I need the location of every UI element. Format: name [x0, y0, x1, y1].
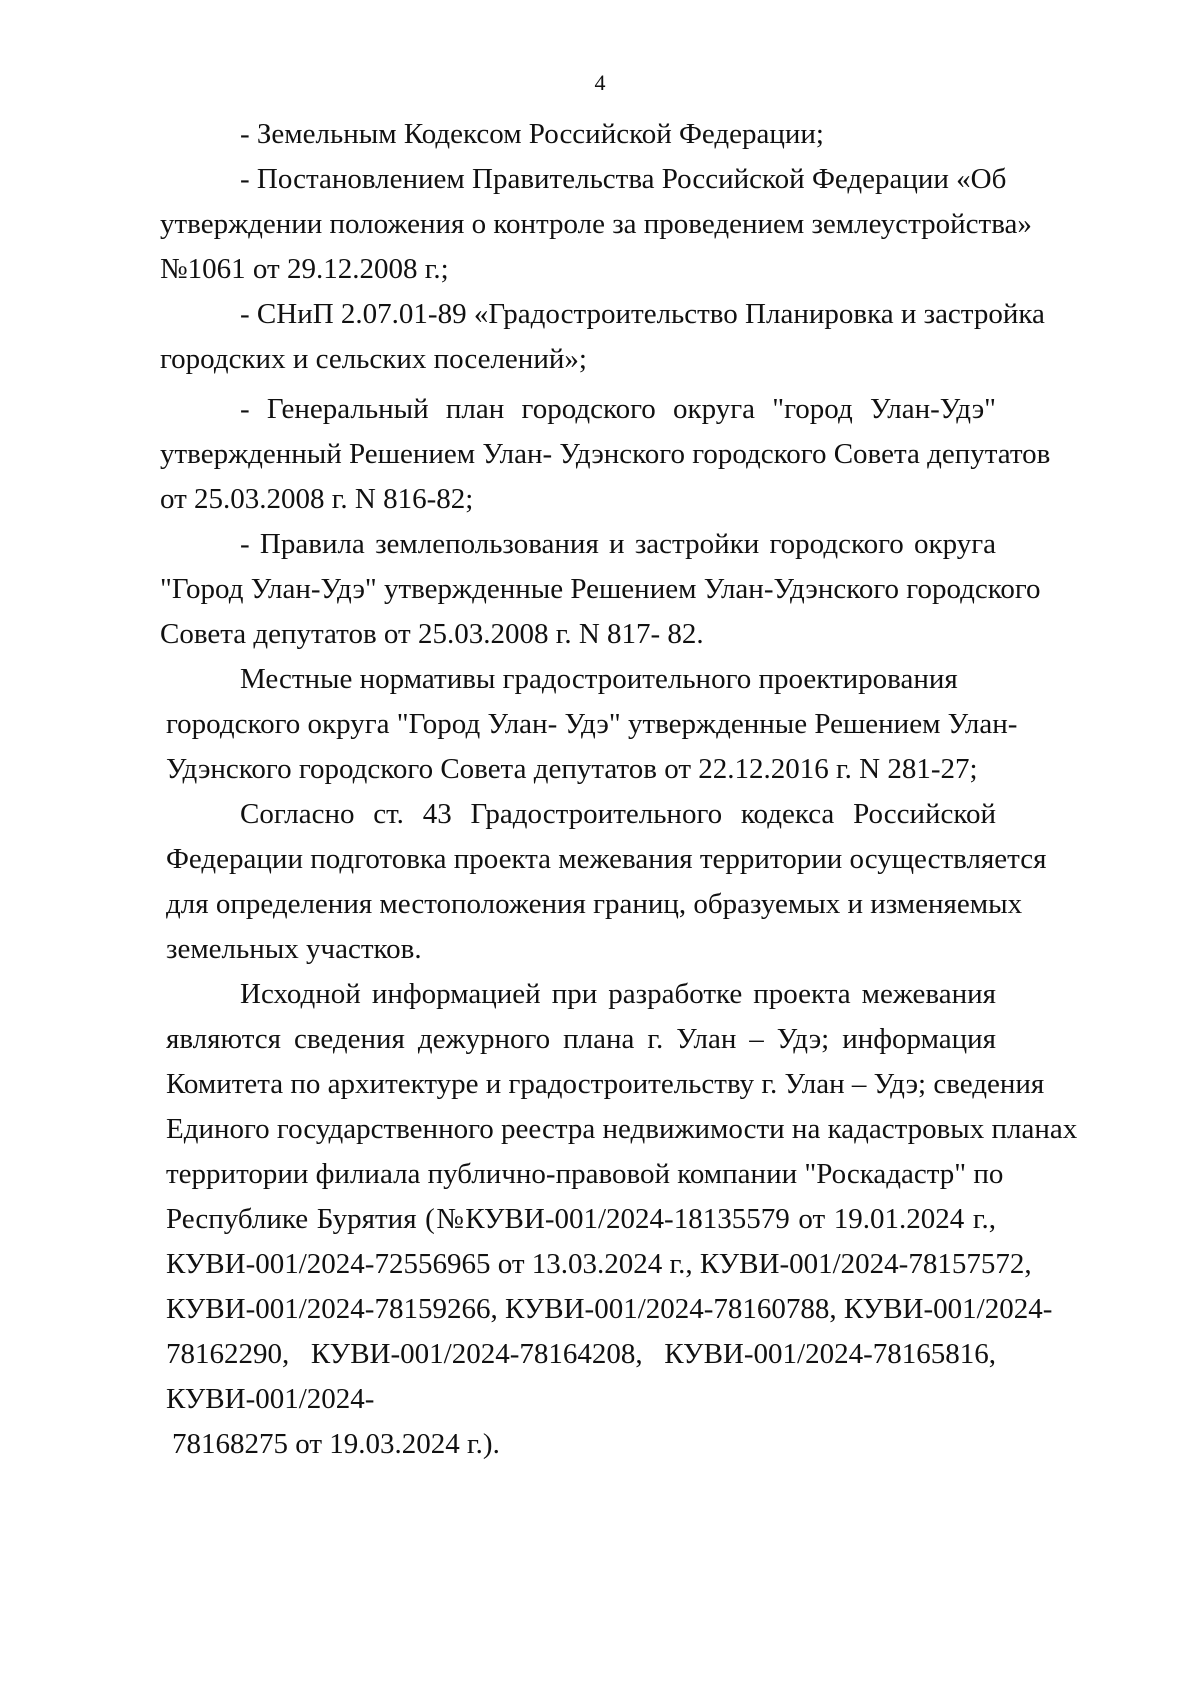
source-info-line-1: Исходной информацией при разработке проекта межевания — [240, 978, 996, 1010]
source-info-line-7: КУВИ-001/2024-72556965 от 13.03.2024 г., КУВИ-001/2024-78157572, — [166, 1248, 1032, 1280]
list-item-postanovlenie-line-1: - Постановлением Правительства Российской Федерации «Об — [240, 163, 1007, 195]
list-item-pravila-line-1: - Правила землепользования и застройки городского округа — [240, 528, 996, 560]
source-info-line-3: Комитета по архитектуре и градостроительству г. Улан – Удэ; сведения — [166, 1068, 1045, 1100]
list-item-postanovlenie-line-3: №1061 от 29.12.2008 г.; — [160, 253, 449, 285]
list-item-snip-line-2: городских и сельских поселений»; — [160, 343, 587, 375]
source-info-line-6: Республике Бурятия (№КУВИ-001/2024-18135579 от 19.01.2024 г., — [166, 1203, 996, 1235]
list-item-pravila-line-2: "Город Улан-Удэ" утвержденные Решением Улан-Удэнского городского — [160, 573, 1041, 605]
list-item-snip-line-1: - СНиП 2.07.01-89 «Градостроительство Планировка и застройка — [240, 298, 1045, 330]
list-item-pravila-line-3: Совета депутатов от 25.03.2008 г. N 817- 82. — [160, 618, 704, 650]
article-43-line-3: для определения местоположения границ, образуемых и изменяемых — [166, 888, 1023, 920]
article-43-line-1: Согласно ст. 43 Градостроительного кодекса Российской — [240, 798, 996, 830]
list-item-genplan-line-2: утвержденный Решением Улан- Удэнского городского Совета депутатов — [160, 438, 1051, 470]
local-norms-line-1: Местные нормативы градостроительного проектирования — [240, 663, 958, 695]
source-info-line-5: территории филиала публично-правовой компании "Роскадастр" по — [166, 1158, 1004, 1190]
source-info-line-8: КУВИ-001/2024-78159266, КУВИ-001/2024-78160788, КУВИ-001/2024- — [166, 1293, 1053, 1325]
list-item-zemelny-kodeks: - Земельным Кодексом Российской Федерации; — [240, 118, 824, 150]
list-item-postanovlenie-line-2: утверждении положения о контроле за проведением землеустройства» — [160, 208, 1032, 240]
source-info-line-9: 78162290, КУВИ-001/2024-78164208, КУВИ-001/2024-78165816, — [166, 1338, 996, 1370]
article-43-line-4: земельных участков. — [166, 933, 422, 965]
list-item-genplan-line-3: от 25.03.2008 г. N 816-82; — [160, 483, 474, 515]
source-info-line-2: являются сведения дежурного плана г. Улан – Удэ; информация — [166, 1023, 996, 1055]
source-info-line-10: КУВИ-001/2024- — [166, 1383, 375, 1415]
list-item-genplan-line-1: - Генеральный план городского округа "город Улан-Удэ" — [240, 393, 996, 425]
page-number: 4 — [594, 70, 606, 95]
local-norms-line-2: городского округа "Город Улан- Удэ" утвержденные Решением Улан- — [166, 708, 1018, 740]
source-info-line-11: 78168275 от 19.03.2024 г.). — [172, 1428, 500, 1460]
article-43-line-2: Федерации подготовка проекта межевания территории осуществляется — [166, 843, 1047, 875]
source-info-line-4: Единого государственного реестра недвижимости на кадастровых планах — [166, 1113, 1078, 1145]
local-norms-line-3: Удэнского городского Совета депутатов от 22.12.2016 г. N 281-27; — [166, 753, 978, 785]
